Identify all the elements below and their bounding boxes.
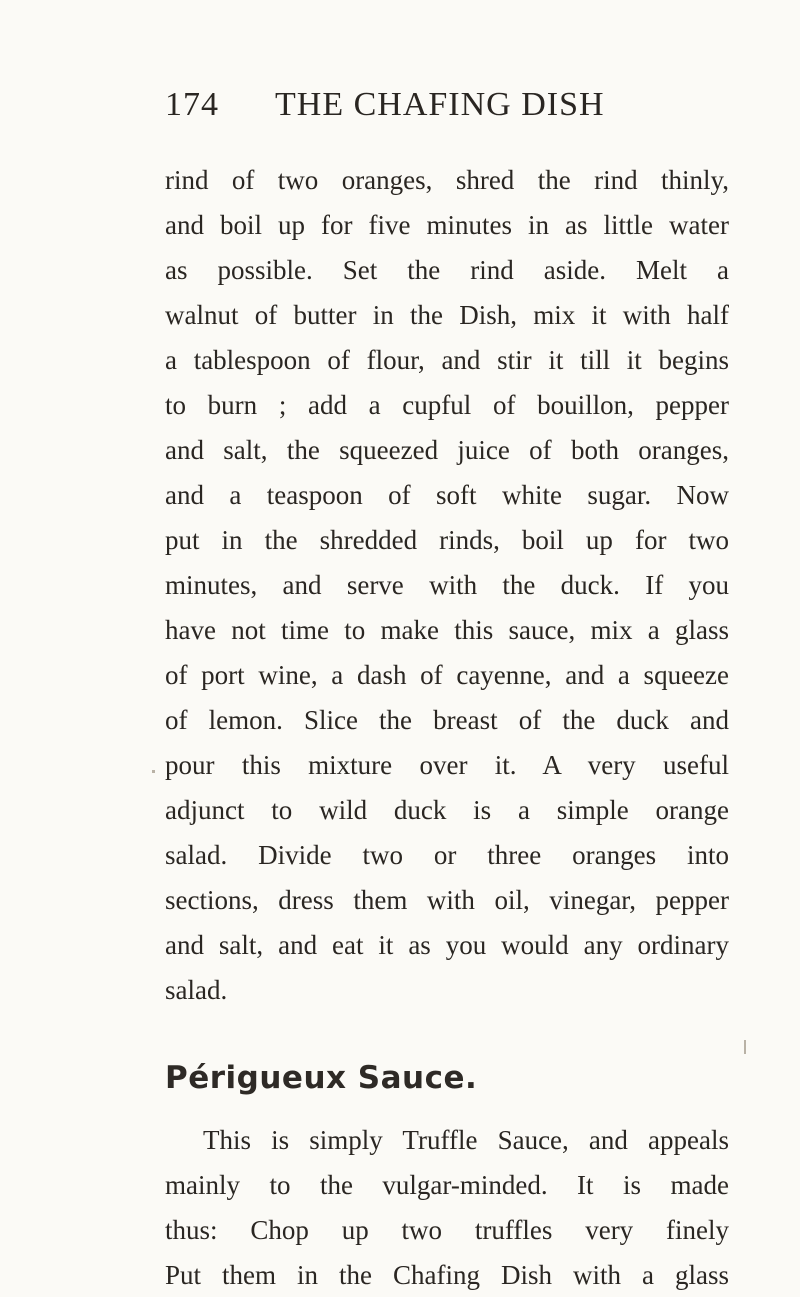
print-speck (744, 1040, 746, 1054)
text-line: have not time to make this sauce, mix a glass (165, 615, 729, 645)
text-line: of lemon. Slice the breast of the duck and (165, 705, 729, 735)
text-line: rind of two oranges, shred the rind thinly, (165, 165, 729, 195)
text-line: to burn ; add a cupful of bouillon, pepper (165, 390, 729, 420)
text-line: put in the shredded rinds, boil up for two (165, 525, 729, 555)
text-line: walnut of butter in the Dish, mix it with half (165, 300, 729, 330)
text-line: and a teaspoon of soft white sugar. Now (165, 480, 729, 510)
text-line: salad. (165, 975, 228, 1005)
text-line: minutes, and serve with the duck. If you (165, 570, 729, 600)
page-number: 174 (165, 86, 219, 123)
text-line: pour this mixture over it. A very useful (165, 750, 729, 780)
running-title: THE CHAFING DISH (275, 86, 605, 123)
text-line: and salt, the squeezed juice of both oranges, (165, 435, 729, 465)
page-header (165, 86, 725, 136)
text-line: adjunct to wild duck is a simple orange (165, 795, 729, 825)
text-line: sections, dress them with oil, vinegar, pepper (165, 885, 729, 915)
text-line: and salt, and eat it as you would any ordinary (165, 930, 729, 960)
text-line: salad. Divide two or three oranges into (165, 840, 729, 870)
text-line: and boil up for five minutes in as little water (165, 210, 729, 240)
text-line: thus: Chop up two truffles very finely (165, 1215, 729, 1245)
print-speck (152, 770, 155, 773)
text-line: This is simply Truffle Sauce, and appeals (203, 1125, 729, 1155)
text-line: a tablespoon of flour, and stir it till it begins (165, 345, 729, 375)
text-line: as possible. Set the rind aside. Melt a (165, 255, 729, 285)
text-line: mainly to the vulgar-minded. It is made (165, 1170, 729, 1200)
text-line: Put them in the Chafing Dish with a glass (165, 1260, 729, 1290)
text-line: of port wine, a dash of cayenne, and a squeeze (165, 660, 729, 690)
section-heading: Périgueux Sauce. (165, 1060, 478, 1096)
